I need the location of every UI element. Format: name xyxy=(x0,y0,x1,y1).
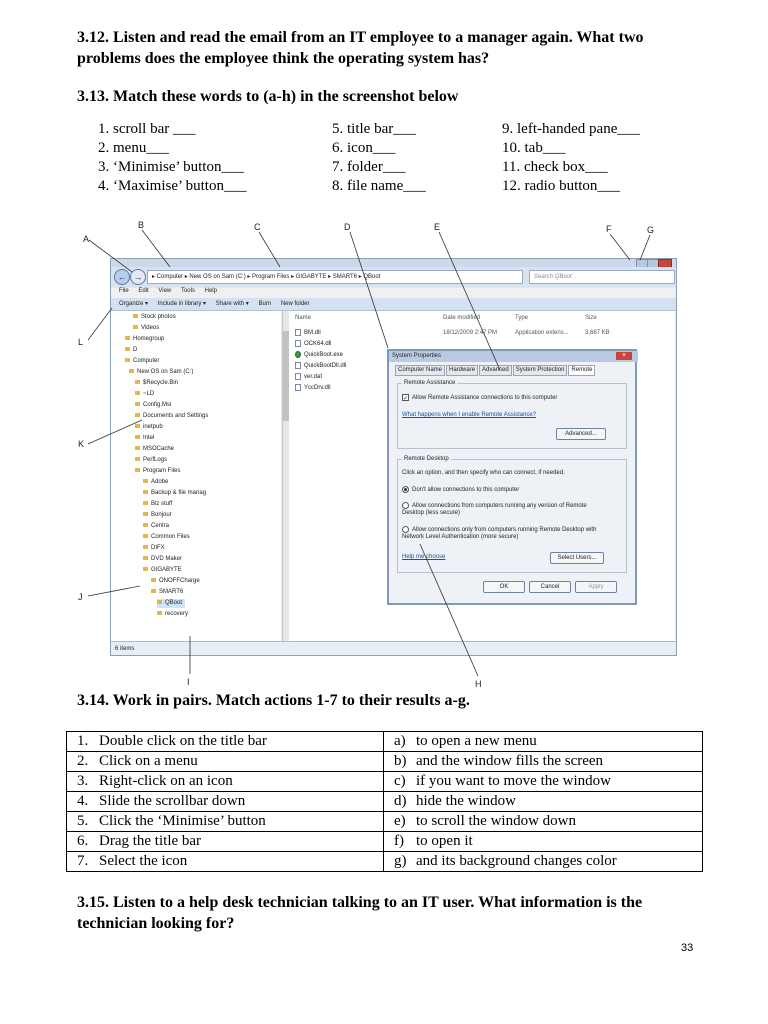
vocab-item: 3. ‘Minimise’ button___ xyxy=(98,159,244,175)
menu-edit[interactable]: Edit xyxy=(138,288,149,294)
result-cell: c) if you want to move the window xyxy=(384,772,703,792)
organize-button[interactable]: Organize ▾ xyxy=(119,301,149,307)
callout-d: D xyxy=(344,222,351,232)
table-row xyxy=(67,752,703,772)
vocab-item: 9. left-handed pane___ xyxy=(502,121,640,137)
share-with-button[interactable]: Share with ▾ xyxy=(215,301,249,307)
nav-item[interactable]: Documents and Settings xyxy=(135,412,208,421)
address-bar[interactable]: ▸ Computer ▸ New OS on Sam (C:) ▸ Program Files ▸ GIGABYTE ▸ SMART6 ▸ QBoot xyxy=(147,270,523,284)
nav-item[interactable]: D xyxy=(125,346,137,355)
nav-item[interactable]: Config.Msi xyxy=(135,401,171,410)
rd-intro-text: Click an option, and then specify who can connect, if needed. xyxy=(402,470,565,476)
callout-h: H xyxy=(475,679,482,689)
question-3-14: 3.14. Work in pairs. Match actions 1-7 to their results a-g. xyxy=(77,692,470,709)
table-row xyxy=(67,832,703,852)
tab-computer-name[interactable]: Computer Name xyxy=(395,365,445,376)
file-row[interactable]: ver.dat xyxy=(295,373,322,382)
vocab-item: 11. check box___ xyxy=(502,159,608,175)
vocab-item: 2. menu___ xyxy=(98,140,169,156)
search-input[interactable]: Search QBoot xyxy=(529,270,675,284)
table-row xyxy=(67,792,703,812)
nav-item[interactable]: MSOCache xyxy=(135,445,174,454)
checkbox-icon: ✓ xyxy=(403,396,409,402)
result-cell: d) hide the window xyxy=(384,792,703,812)
leader-line-g xyxy=(640,235,650,260)
nav-item[interactable]: Backup & file manag xyxy=(143,489,206,498)
leader-line-j xyxy=(88,586,140,596)
vocab-item: 7. folder___ xyxy=(332,159,406,175)
leader-line-f xyxy=(610,234,630,260)
callout-g: G xyxy=(647,225,655,235)
vocab-item: 5. title bar___ xyxy=(332,121,416,137)
radio-any-version[interactable]: Allow connections from computers running any version of Remote Desktop (less secure) xyxy=(402,503,587,517)
result-cell: f) to open it xyxy=(384,832,703,852)
file-row[interactable]: YccDrv.dll xyxy=(295,384,331,393)
tab-remote[interactable]: Remote xyxy=(568,365,595,376)
question-3-15: 3.15. Listen to a help desk technician talking to an IT user. What information is the technician looking for? xyxy=(77,894,643,932)
file-size: 3,687 KB xyxy=(585,330,610,336)
callout-a: A xyxy=(83,234,90,244)
page-number: 33 xyxy=(681,942,694,954)
nav-item-selected[interactable]: QBoot xyxy=(157,599,185,608)
table-row xyxy=(67,812,703,832)
nav-item[interactable]: Centra xyxy=(143,522,169,531)
tab-advanced[interactable]: Advanced xyxy=(479,365,512,376)
radio-nla-only[interactable]: Allow connections only from computers running Remote Desktop with Network Level Authentication (more secure) xyxy=(402,527,597,541)
action-cell: 4. Slide the scrollbar down xyxy=(67,792,384,812)
action-cell: 3. Right-click on an icon xyxy=(67,772,384,792)
tab-system-protection[interactable]: System Protection xyxy=(513,365,568,376)
back-arrow-icon[interactable]: ← xyxy=(114,269,130,285)
column-header-date[interactable]: Date modified xyxy=(443,315,481,321)
callout-lines xyxy=(70,218,692,684)
leader-line-e xyxy=(439,232,500,370)
nav-item[interactable]: DVD Maker xyxy=(143,555,182,564)
callout-l: L xyxy=(78,337,84,347)
callout-j: J xyxy=(78,592,83,602)
menu-help[interactable]: Help xyxy=(204,288,217,294)
file-date: 18/12/2009 2:47 PM xyxy=(443,330,498,336)
nav-item[interactable]: Homegroup xyxy=(125,335,164,344)
leader-line-d xyxy=(350,232,388,348)
nav-item[interactable]: Stock photos xyxy=(133,313,176,322)
nav-item[interactable]: Common Files xyxy=(143,533,190,542)
callout-b: B xyxy=(138,220,145,230)
result-cell: b) and the window fills the screen xyxy=(384,752,703,772)
ra-help-link[interactable]: What happens when I enable Remote Assistance? xyxy=(402,412,537,418)
vocab-item: 1. scroll bar ___ xyxy=(98,121,196,137)
nav-item[interactable]: Biz stuff xyxy=(143,500,172,509)
radio-no-connections[interactable]: Don't allow connections to this computer xyxy=(402,486,519,493)
allow-ra-checkbox[interactable]: ✓ Allow Remote Assistance connections to this computer xyxy=(403,395,558,402)
nav-item[interactable]: Adobe xyxy=(143,478,168,487)
result-cell: g) and its background changes color xyxy=(384,852,703,872)
file-row[interactable]: BM.dll xyxy=(295,329,321,338)
ok-button[interactable]: OK xyxy=(483,581,525,593)
leader-line-h xyxy=(420,544,478,676)
nav-item[interactable]: $Recycle.Bin xyxy=(135,379,178,388)
group-label: Remote Assistance xyxy=(404,380,456,386)
result-cell: a) to open a new menu xyxy=(384,732,703,752)
include-library-button[interactable]: Include in library ▾ xyxy=(157,301,207,307)
leader-line-c xyxy=(259,232,280,267)
menu-file[interactable]: File xyxy=(119,288,129,294)
nav-item[interactable]: New OS on Sam (C:) xyxy=(129,368,193,377)
nav-item[interactable]: DIFX xyxy=(143,544,165,553)
dialog-title[interactable]: System Properties xyxy=(389,351,638,362)
matching-table xyxy=(66,731,703,872)
nav-item[interactable]: ONOFFCharge xyxy=(151,577,200,586)
file-row[interactable]: QuickBootDll.dll xyxy=(295,362,346,371)
table-row xyxy=(67,852,703,872)
forward-arrow-icon[interactable]: → xyxy=(130,269,146,285)
action-cell: 2. Click on a menu xyxy=(67,752,384,772)
explorer-screenshot-figure xyxy=(70,218,692,689)
table-row xyxy=(67,772,703,792)
menu-tools[interactable]: Tools xyxy=(180,288,195,294)
action-cell: 5. Click the ‘Minimise’ button xyxy=(67,812,384,832)
vocab-item: 10. tab___ xyxy=(502,140,566,156)
file-row[interactable]: QuickBoot.exe xyxy=(295,351,343,360)
nav-item[interactable]: Bonjour xyxy=(143,511,172,520)
vocab-column-1 xyxy=(98,120,246,196)
nav-item[interactable]: Videos xyxy=(133,324,159,333)
callout-c: C xyxy=(254,222,261,232)
action-cell: 7. Select the icon xyxy=(67,852,384,872)
nav-item[interactable]: PerfLogs xyxy=(135,456,167,465)
vocab-item: 4. ‘Maximise’ button___ xyxy=(98,178,247,194)
column-header-type[interactable]: Type xyxy=(515,315,529,321)
question-3-12: 3.12. Listen and read the email from an IT employee to a manager again. What two problems does the employee think the operating system has? xyxy=(77,29,644,67)
column-header-size[interactable]: Size xyxy=(585,315,597,321)
callout-i: I xyxy=(187,677,190,687)
nav-item[interactable]: Computer xyxy=(125,357,159,366)
dialog-close-icon[interactable]: × xyxy=(616,352,632,360)
vocab-item: 8. file name___ xyxy=(332,178,426,194)
vocab-item: 12. radio button___ xyxy=(502,178,620,194)
nav-item[interactable]: SMART6 xyxy=(151,588,183,597)
leader-line-b xyxy=(142,230,170,267)
nav-item[interactable]: GIGABYTE xyxy=(143,566,182,575)
group-label: Remote Desktop xyxy=(404,456,449,462)
help-me-choose-link[interactable]: Help me choose xyxy=(402,554,446,560)
status-bar: 6 items xyxy=(111,641,677,656)
file-row[interactable]: OCK64.dll xyxy=(295,340,331,349)
burn-button[interactable]: Burn xyxy=(258,301,272,307)
select-users-button[interactable]: Select Users... xyxy=(550,552,604,564)
leader-line-a xyxy=(89,240,132,272)
advanced-button[interactable]: Advanced... xyxy=(556,428,606,440)
leader-line-l xyxy=(88,308,112,340)
leader-line-k xyxy=(88,420,142,444)
callout-e: E xyxy=(434,222,441,232)
nav-item[interactable]: Program Files xyxy=(135,467,180,476)
nav-item[interactable]: inetpub xyxy=(135,423,163,432)
column-header-name[interactable]: Name xyxy=(295,315,312,321)
action-cell: 1. Double click on the title bar xyxy=(67,732,384,752)
vocab-item: 6. icon___ xyxy=(332,140,396,156)
result-cell: e) to scroll the window down xyxy=(384,812,703,832)
file-type: Application extens... xyxy=(515,330,569,336)
tab-hardware[interactable]: Hardware xyxy=(446,365,478,376)
vocab-column-2 xyxy=(332,120,426,196)
nav-item[interactable]: Intel xyxy=(135,434,154,443)
nav-item[interactable]: ~LD xyxy=(135,390,154,399)
menu-view[interactable]: View xyxy=(158,288,172,294)
cancel-button[interactable]: Cancel xyxy=(529,581,571,593)
apply-button[interactable]: Apply xyxy=(575,581,617,593)
table-row xyxy=(67,732,703,752)
new-folder-button[interactable]: New folder xyxy=(280,301,310,307)
vocab-column-3 xyxy=(502,120,640,196)
callout-f: F xyxy=(606,224,612,234)
callout-k: K xyxy=(78,439,85,449)
action-cell: 6. Drag the title bar xyxy=(67,832,384,852)
question-3-13: 3.13. Match these words to (a-h) in the screenshot below xyxy=(77,88,459,105)
nav-item[interactable]: recovery xyxy=(157,610,188,619)
